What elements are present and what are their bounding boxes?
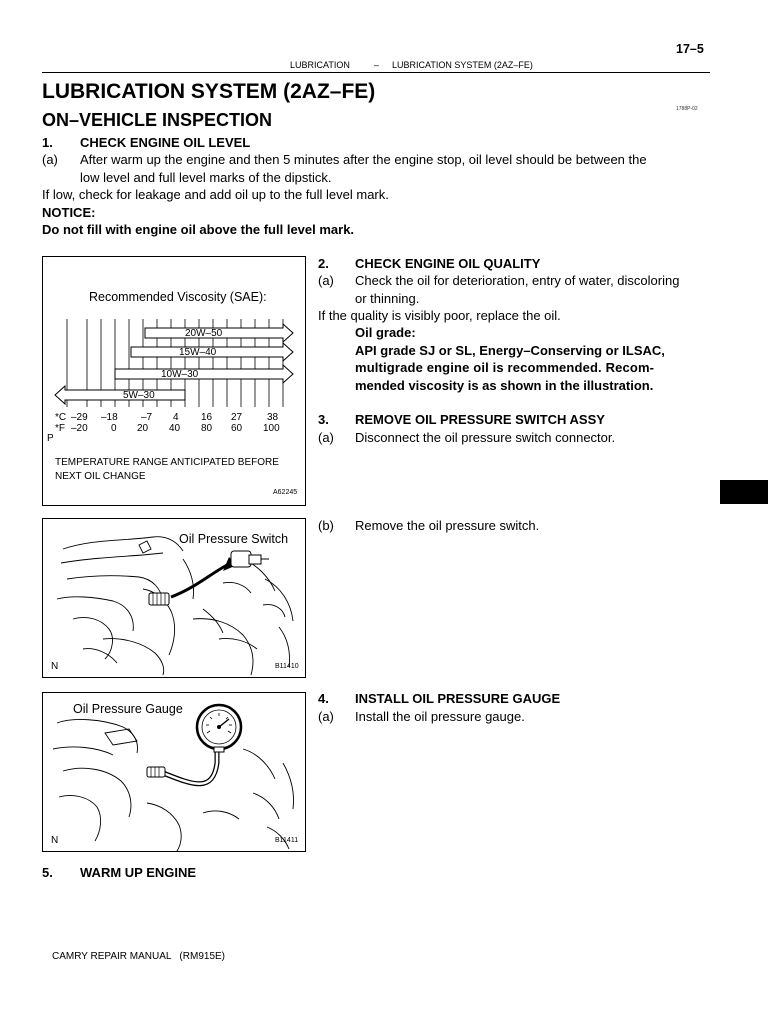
c-tick: 38 bbox=[267, 412, 279, 423]
step2-heading: CHECK ENGINE OIL QUALITY bbox=[355, 256, 541, 271]
step3-a-text: Disconnect the oil pressure switch connector. bbox=[355, 430, 616, 445]
header-dash: – bbox=[374, 60, 380, 70]
f-tick: 0 bbox=[111, 423, 117, 434]
engine-illustration-gauge bbox=[43, 693, 305, 851]
notice-label: NOTICE: bbox=[42, 205, 96, 220]
viscosity-title: Recommended Viscosity (SAE): bbox=[89, 290, 267, 304]
step1-number: 1. bbox=[42, 135, 53, 150]
f-tick: 60 bbox=[231, 423, 243, 434]
oil-grade-label: Oil grade: bbox=[355, 325, 416, 340]
c-tick: –29 bbox=[71, 412, 88, 423]
celsius-label: *C bbox=[55, 412, 67, 423]
grade-label-10w30: 10W–30 bbox=[161, 369, 199, 380]
step1-a-line2: low level and full level marks of the dipstick. bbox=[80, 170, 332, 185]
step2-a-line2: or thinning. bbox=[355, 291, 420, 306]
oil-grade-line2: multigrade engine oil is recommended. Recom- bbox=[355, 360, 655, 375]
f-tick: 40 bbox=[169, 423, 181, 434]
step5-number: 5. bbox=[42, 865, 53, 880]
header-rule bbox=[42, 72, 710, 73]
north-mark: N bbox=[51, 835, 59, 846]
figure-code: B11411 bbox=[275, 837, 299, 844]
figure-code: A62245 bbox=[273, 489, 298, 496]
reference-code: 1788P-02 bbox=[676, 106, 698, 112]
chapter-tab-marker bbox=[720, 480, 768, 504]
oil-pressure-gauge-label: Oil Pressure Gauge bbox=[73, 702, 183, 716]
c-tick: –7 bbox=[141, 412, 153, 423]
step2-a-line1: Check the oil for deterioration, entry of water, discoloring bbox=[355, 273, 680, 288]
step4-heading: INSTALL OIL PRESSURE GAUGE bbox=[355, 691, 561, 706]
c-tick: 16 bbox=[201, 412, 213, 423]
step1-note: If low, check for leakage and add oil up to the full level mark. bbox=[42, 187, 389, 202]
header-subsection: LUBRICATION SYSTEM (2AZ–FE) bbox=[392, 60, 533, 70]
gauge-dial-icon bbox=[197, 705, 241, 752]
step4-a-label: (a) bbox=[318, 709, 334, 724]
oil-grade-line3: mended viscosity is as shown in the illustration. bbox=[355, 378, 654, 393]
f-tick: 80 bbox=[201, 423, 213, 434]
notice-text: Do not fill with engine oil above the full level mark. bbox=[42, 222, 355, 237]
f-tick: 100 bbox=[263, 423, 280, 434]
header-section: LUBRICATION bbox=[290, 60, 350, 70]
step4-number: 4. bbox=[318, 691, 329, 706]
viscosity-figure bbox=[42, 256, 306, 506]
oil-pressure-switch-figure bbox=[42, 518, 306, 678]
step3-number: 3. bbox=[318, 412, 329, 427]
figure-code: B11410 bbox=[275, 663, 299, 670]
f-tick: –20 bbox=[71, 423, 88, 434]
c-tick: 4 bbox=[173, 412, 179, 423]
footer: CAMRY REPAIR MANUAL (RM915E) bbox=[52, 951, 226, 962]
step2-note: If the quality is visibly poor, replace the oil. bbox=[318, 308, 561, 323]
grade-label-5w30: 5W–30 bbox=[123, 390, 155, 401]
p-mark: P bbox=[47, 433, 54, 444]
oil-pressure-gauge-figure bbox=[42, 692, 306, 852]
oil-pressure-switch-label: Oil Pressure Switch bbox=[179, 532, 289, 546]
step1-heading: CHECK ENGINE OIL LEVEL bbox=[80, 135, 251, 150]
oil-grade-line1: API grade SJ or SL, Energy–Conserving or ILSAC, bbox=[355, 343, 665, 358]
step3-heading: REMOVE OIL PRESSURE SWITCH ASSY bbox=[355, 412, 605, 427]
grade-label-20w50: 20W–50 bbox=[185, 328, 223, 339]
step2-a-label: (a) bbox=[318, 273, 334, 288]
grade-bar-10w30 bbox=[115, 365, 293, 383]
step1-a-label: (a) bbox=[42, 152, 58, 167]
viscosity-caption-line2: NEXT OIL CHANGE bbox=[55, 471, 146, 482]
grade-bar-5w30 bbox=[55, 386, 185, 404]
step4-a-text: Install the oil pressure gauge. bbox=[355, 709, 525, 724]
step3-b-label: (b) bbox=[318, 518, 334, 533]
f-tick: 20 bbox=[137, 423, 149, 434]
step3-a-label: (a) bbox=[318, 430, 334, 445]
c-tick: 27 bbox=[231, 412, 243, 423]
page-number: 17–5 bbox=[676, 42, 704, 56]
step1-a-line1: After warm up the engine and then 5 minutes after the engine stop, oil level should be between the bbox=[80, 152, 647, 167]
grade-label-15w40: 15W–40 bbox=[179, 347, 217, 358]
step3-b-text: Remove the oil pressure switch. bbox=[355, 518, 540, 533]
step2-number: 2. bbox=[318, 256, 329, 271]
page-title: LUBRICATION SYSTEM (2AZ–FE) bbox=[42, 80, 376, 103]
c-tick: –18 bbox=[101, 412, 118, 423]
step5-heading: WARM UP ENGINE bbox=[80, 865, 197, 880]
fahrenheit-label: *F bbox=[55, 423, 65, 434]
viscosity-caption-line1: TEMPERATURE RANGE ANTICIPATED BEFORE bbox=[55, 457, 279, 468]
section-subtitle: ON–VEHICLE INSPECTION bbox=[42, 110, 273, 130]
north-mark: N bbox=[51, 661, 59, 672]
